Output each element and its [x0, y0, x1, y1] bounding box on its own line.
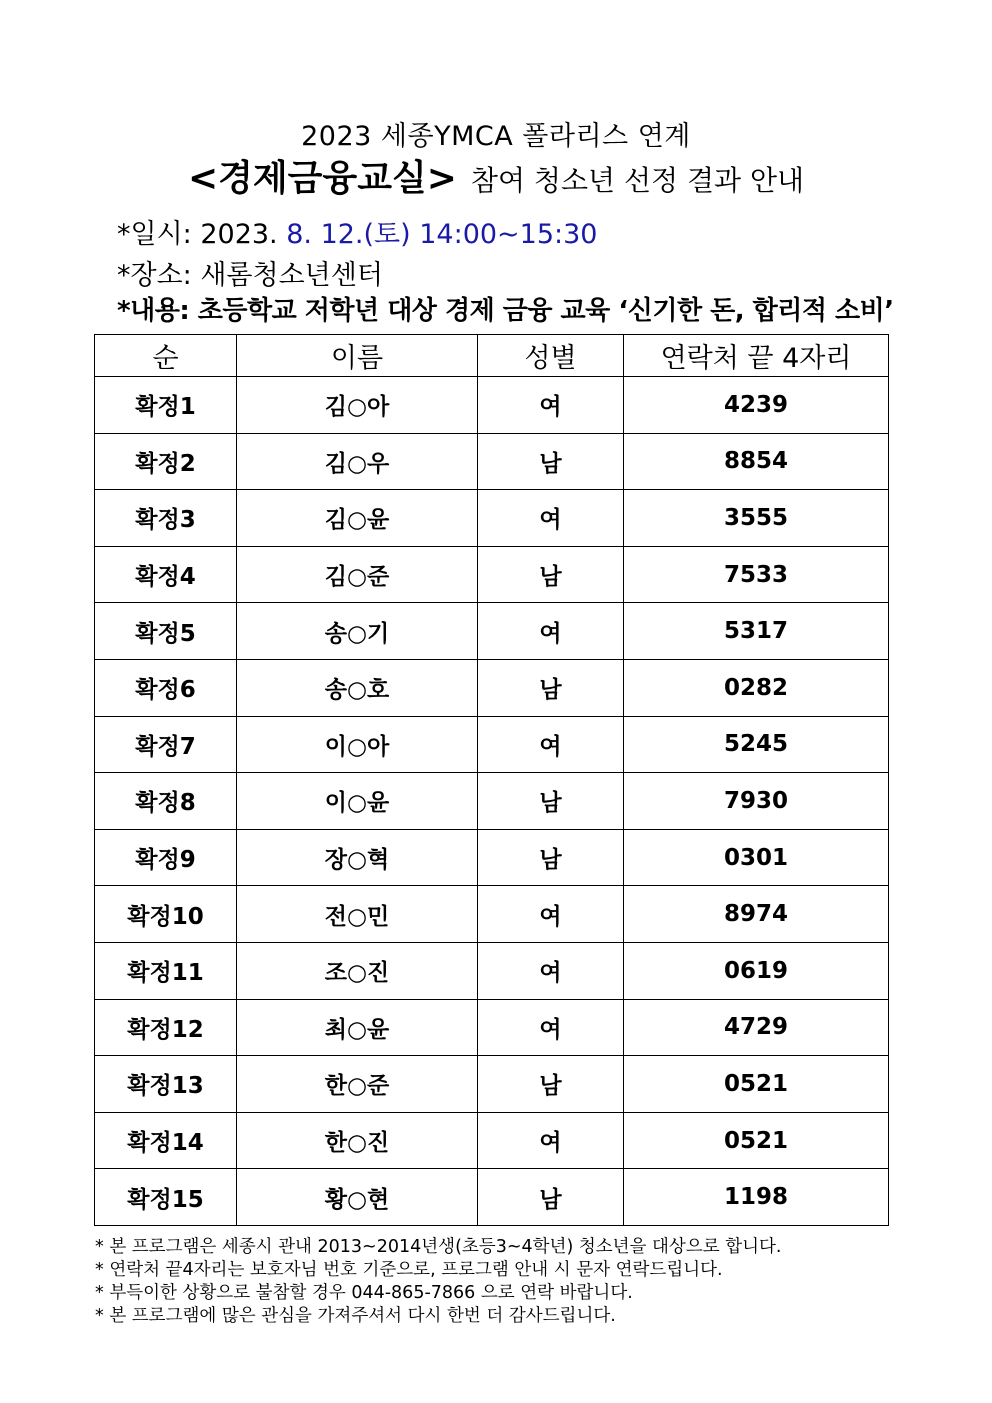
cell-gender: 남: [478, 829, 624, 886]
cell-contact: 7930: [624, 773, 889, 830]
cell-name: 한○진: [237, 1112, 478, 1169]
cell-order: 확정2: [95, 433, 237, 490]
cell-order: 확정10: [95, 886, 237, 943]
column-header-contact: 연락처 끝 4자리: [624, 335, 889, 377]
document-title-line1: 2023 세종YMCA 폴라리스 연계: [301, 121, 691, 152]
cell-gender: 여: [478, 377, 624, 434]
table-row: [95, 603, 889, 660]
column-header-name: 이름: [237, 335, 478, 377]
cell-gender: 남: [478, 1169, 624, 1226]
table-row: [95, 433, 889, 490]
result-table: [94, 334, 889, 1226]
table-row: [95, 773, 889, 830]
table-row: [95, 886, 889, 943]
cell-name: 송○기: [237, 603, 478, 660]
info-date: [117, 212, 598, 251]
cell-gender: 여: [478, 603, 624, 660]
cell-contact: 0282: [624, 659, 889, 716]
cell-gender: 여: [478, 999, 624, 1056]
cell-contact: 1198: [624, 1169, 889, 1226]
cell-contact: 0619: [624, 942, 889, 999]
cell-order: 확정7: [95, 716, 237, 773]
document-title-line2: [0, 150, 992, 201]
cell-gender: 남: [478, 546, 624, 603]
date-label: *일시: 2023.: [117, 219, 278, 250]
cell-contact: 7533: [624, 546, 889, 603]
cell-name: 황○현: [237, 1169, 478, 1226]
cell-order: 확정5: [95, 603, 237, 660]
cell-name: 김○우: [237, 433, 478, 490]
cell-contact: 0521: [624, 1056, 889, 1113]
cell-contact: 8854: [624, 433, 889, 490]
date-value: 8. 12.(토) 14:00~15:30: [286, 219, 598, 250]
cell-order: 확정11: [95, 942, 237, 999]
table-row: [95, 999, 889, 1056]
cell-contact: 5317: [624, 603, 889, 660]
cell-gender: 남: [478, 1056, 624, 1113]
cell-name: 최○윤: [237, 999, 478, 1056]
notes-section: [95, 1236, 781, 1328]
column-header-order: 순: [95, 335, 237, 377]
table-row: [95, 942, 889, 999]
cell-gender: 여: [478, 716, 624, 773]
cell-name: 이○아: [237, 716, 478, 773]
cell-gender: 여: [478, 1112, 624, 1169]
program-name: <경제금융교실>: [187, 158, 457, 199]
table-row: [95, 1112, 889, 1169]
cell-contact: 3555: [624, 490, 889, 547]
table-row: [95, 1169, 889, 1226]
cell-contact: 5245: [624, 716, 889, 773]
cell-contact: 4239: [624, 377, 889, 434]
cell-order: 확정8: [95, 773, 237, 830]
note-line: * 부득이한 상황으로 불참할 경우 044-865-7866 으로 연락 바랍니다.: [95, 1283, 633, 1303]
cell-name: 장○혁: [237, 829, 478, 886]
cell-name: 전○민: [237, 886, 478, 943]
cell-gender: 남: [478, 773, 624, 830]
table-row: [95, 1056, 889, 1113]
cell-name: 김○준: [237, 546, 478, 603]
table-row: [95, 377, 889, 434]
cell-gender: 여: [478, 490, 624, 547]
cell-name: 한○준: [237, 1056, 478, 1113]
cell-order: 확정1: [95, 377, 237, 434]
cell-name: 김○아: [237, 377, 478, 434]
cell-name: 김○윤: [237, 490, 478, 547]
cell-contact: 8974: [624, 886, 889, 943]
table-row: [95, 659, 889, 716]
cell-contact: 0301: [624, 829, 889, 886]
table-row: [95, 490, 889, 547]
cell-order: 확정4: [95, 546, 237, 603]
info-place: *장소: 새롬청소년센터: [117, 260, 383, 291]
cell-order: 확정13: [95, 1056, 237, 1113]
cell-contact: 0521: [624, 1112, 889, 1169]
cell-gender: 남: [478, 433, 624, 490]
cell-name: 조○진: [237, 942, 478, 999]
column-header-gender: 성별: [478, 335, 624, 377]
cell-gender: 여: [478, 886, 624, 943]
table-row: [95, 546, 889, 603]
cell-order: 확정9: [95, 829, 237, 886]
cell-contact: 4729: [624, 999, 889, 1056]
note-line: * 본 프로그램은 세종시 관내 2013~2014년생(초등3~4학년) 청소년을 대상으로 합니다.: [95, 1237, 782, 1257]
table-row: [95, 716, 889, 773]
table-row: [95, 829, 889, 886]
title-subtitle: 참여 청소년 선정 결과 안내: [470, 164, 805, 197]
note-line: * 본 프로그램에 많은 관심을 가져주셔서 다시 한번 더 감사드립니다.: [95, 1306, 616, 1326]
cell-gender: 여: [478, 942, 624, 999]
cell-name: 송○호: [237, 659, 478, 716]
info-content: *내용: 초등학교 저학년 대상 경제 금융 교육 ‘신기한 돈, 합리적 소비’: [117, 296, 894, 326]
cell-name: 이○윤: [237, 773, 478, 830]
note-line: * 연락처 끝4자리는 보호자님 번호 기준으로, 프로그램 안내 시 문자 연락드립니다.: [95, 1260, 723, 1280]
cell-order: 확정15: [95, 1169, 237, 1226]
cell-order: 확정3: [95, 490, 237, 547]
cell-order: 확정14: [95, 1112, 237, 1169]
table-header-row: [95, 335, 889, 377]
cell-gender: 남: [478, 659, 624, 716]
cell-order: 확정12: [95, 999, 237, 1056]
cell-order: 확정6: [95, 659, 237, 716]
